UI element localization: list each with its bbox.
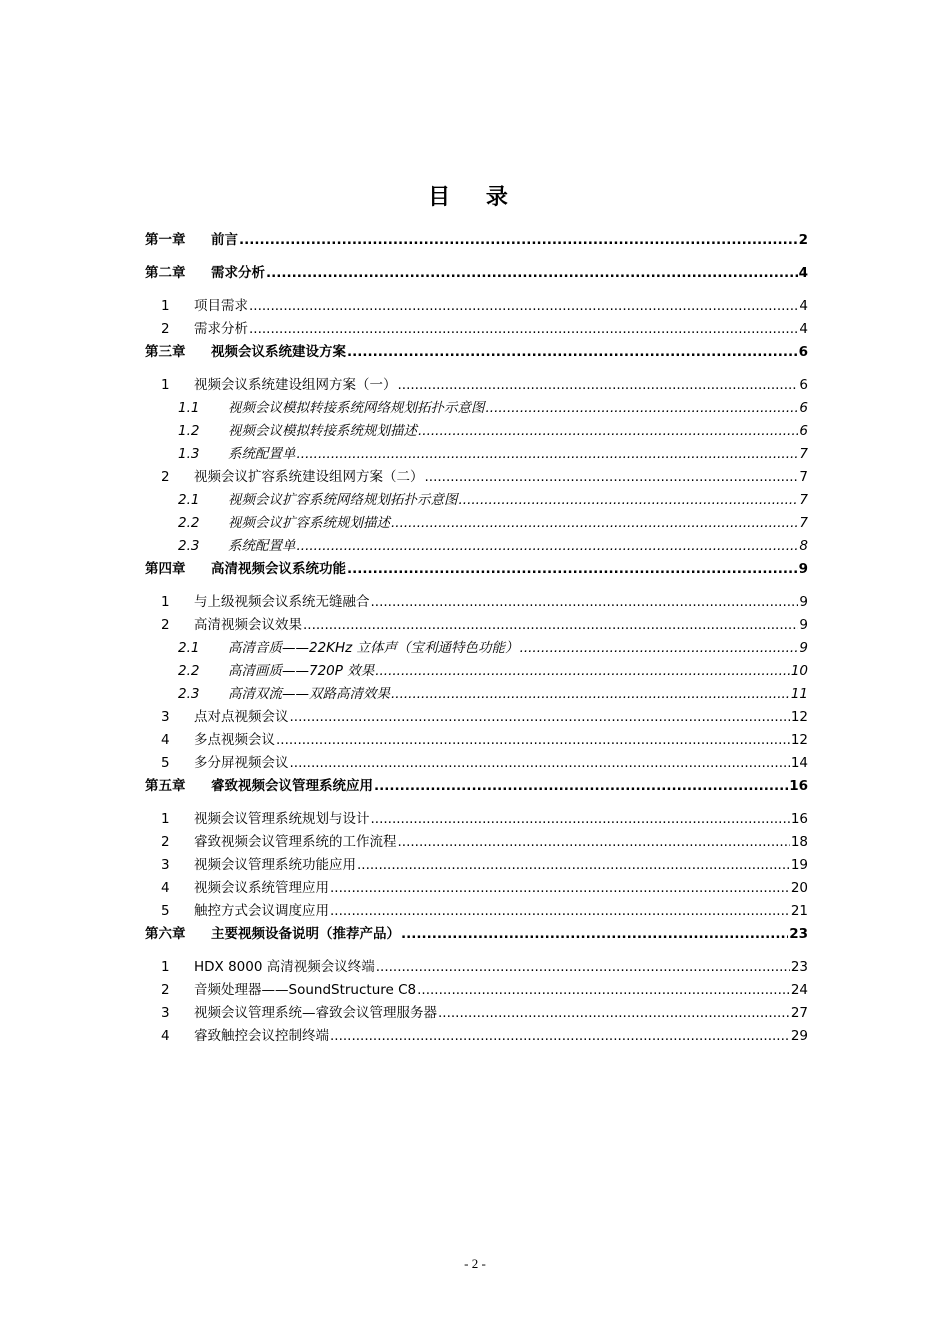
toc-entry-label: 需求分析 <box>194 321 248 337</box>
dot-leader <box>239 229 798 252</box>
toc-entry-line <box>194 979 808 1002</box>
dot-leader <box>276 729 790 752</box>
toc-entry-label: 视频会议扩容系统建设组网方案（二） <box>194 469 424 485</box>
toc-entry-page: 29 <box>790 1028 808 1044</box>
dot-leader <box>376 956 790 979</box>
toc-entry-page: 10 <box>790 663 808 679</box>
toc-entry-number: 1.3 <box>178 446 200 462</box>
toc-entry-sec[interactable] <box>145 877 808 900</box>
toc-entry-label: 视频会议模拟转接系统网络规划拓扑示意图 <box>228 400 485 416</box>
toc-entry-page: 11 <box>790 686 808 702</box>
toc-entry-page: 27 <box>790 1005 808 1021</box>
toc-entry-page: 12 <box>790 709 808 725</box>
toc-entry-line <box>194 1025 808 1048</box>
toc-entry-line <box>228 489 808 512</box>
toc-entry-page: 6 <box>799 423 808 439</box>
dot-leader <box>357 854 790 877</box>
dot-leader <box>330 1025 790 1048</box>
toc-entry-number: 2.2 <box>178 515 200 531</box>
toc-entry-label: 需求分析 <box>211 265 265 281</box>
toc-entry-page: 20 <box>790 880 808 896</box>
toc-entry-number: 第一章 <box>145 232 186 248</box>
toc-entry-sub[interactable] <box>145 420 808 443</box>
toc-entry-page: 7 <box>799 492 808 508</box>
toc-entry-page: 23 <box>789 926 808 942</box>
toc-entry-number: 1.1 <box>178 400 200 416</box>
toc-title: 目 录 <box>428 185 522 210</box>
toc-entry-line <box>194 614 808 637</box>
toc-entry-page: 16 <box>790 811 808 827</box>
toc-entry-label: 高清双流——双路高清效果 <box>228 686 390 702</box>
toc-entry-label: 点对点视频会议 <box>194 709 289 725</box>
toc-entry-sec[interactable] <box>145 374 808 397</box>
toc-entry-page: 8 <box>799 538 808 554</box>
toc-entry-page: 7 <box>799 446 808 462</box>
toc-entry-number: 4 <box>161 1028 170 1044</box>
toc-entry-sec[interactable] <box>145 318 808 341</box>
toc-entry-label: 视频会议系统管理应用 <box>194 880 329 896</box>
toc-entry-sec[interactable] <box>145 979 808 1002</box>
toc-entry-number: 2.1 <box>178 492 200 508</box>
toc-entry-page: 6 <box>798 344 808 360</box>
dot-leader <box>401 923 788 946</box>
toc-entry-line <box>194 752 808 775</box>
toc-entry-line <box>194 808 808 831</box>
toc-entry-sec[interactable] <box>145 854 808 877</box>
toc-entry-page: 18 <box>790 834 808 850</box>
toc-entry-page: 7 <box>799 469 808 485</box>
toc-entry-page: 14 <box>790 755 808 771</box>
toc-entry-page: 4 <box>799 298 808 314</box>
toc-entry-number: 1 <box>161 594 170 610</box>
toc-entry-line <box>194 854 808 877</box>
toc-entry-label: 触控方式会议调度应用 <box>194 903 329 919</box>
dot-leader <box>347 558 798 581</box>
dot-leader <box>425 466 799 489</box>
toc-entry-page: 6 <box>799 377 808 393</box>
dot-leader <box>391 683 790 706</box>
toc-entry-label: 与上级视频会议系统无缝融合 <box>194 594 370 610</box>
dot-leader <box>418 420 798 443</box>
toc-entry-number: 3 <box>161 709 170 725</box>
toc-entry-sec[interactable] <box>145 808 808 831</box>
toc-entry-line <box>194 318 808 341</box>
toc-entry-sec[interactable] <box>145 900 808 923</box>
toc-entry-page: 19 <box>790 857 808 873</box>
toc-entry-line <box>194 591 808 614</box>
toc-entry-line <box>194 729 808 752</box>
toc-entry-number: 3 <box>161 857 170 873</box>
toc-entry-number: 第四章 <box>145 561 186 577</box>
dot-leader <box>347 341 798 364</box>
toc-entry-line <box>194 877 808 900</box>
toc-entry-number: 2.3 <box>178 538 200 554</box>
dot-leader <box>297 443 799 466</box>
toc-entry-line <box>194 831 808 854</box>
toc-entry-sec[interactable] <box>145 591 808 614</box>
toc-entry-sec[interactable] <box>145 706 808 729</box>
toc-entry-line <box>211 775 808 798</box>
toc-entry-sec[interactable] <box>145 1002 808 1025</box>
toc-entry-line <box>211 262 808 285</box>
toc-entry-line <box>211 558 808 581</box>
dot-leader <box>486 397 799 420</box>
toc-entry-number: 4 <box>161 732 170 748</box>
toc-entry-line <box>194 956 808 979</box>
dot-leader <box>297 535 799 558</box>
dot-leader <box>375 660 790 683</box>
toc-entry-sub[interactable] <box>145 683 808 706</box>
dot-leader <box>438 1002 790 1025</box>
toc-entry-line <box>228 512 808 535</box>
toc-entry-label: 系统配置单 <box>228 538 296 554</box>
toc-entry-sec[interactable] <box>145 729 808 752</box>
toc-entry-number: 5 <box>161 755 170 771</box>
toc-entry-number: 2 <box>161 617 170 633</box>
toc-entry-label: 音频处理器——SoundStructure C8 <box>194 982 417 998</box>
toc-entry-line <box>211 341 808 364</box>
toc-entry-label: 视频会议系统建设组网方案（一） <box>194 377 397 393</box>
toc-entry-line <box>228 637 808 660</box>
toc-entry-page: 23 <box>790 959 808 975</box>
toc-entry-number: 第三章 <box>145 344 186 360</box>
toc-entry-chapter[interactable] <box>145 558 808 591</box>
toc-entry-number: 4 <box>161 880 170 896</box>
toc-entry-page: 9 <box>799 594 808 610</box>
dot-leader <box>417 979 790 1002</box>
toc-entry-label: HDX 8000 高清视频会议终端 <box>194 959 375 975</box>
toc-entry-page: 24 <box>790 982 808 998</box>
dot-leader <box>398 374 799 397</box>
toc-entry-number: 第六章 <box>145 926 186 942</box>
toc-entry-sub[interactable] <box>145 489 808 512</box>
dot-leader <box>330 877 790 900</box>
toc-entry-number: 2.2 <box>178 663 200 679</box>
toc-entry-number: 1 <box>161 298 170 314</box>
toc-entry-line <box>228 420 808 443</box>
toc-entry-page: 9 <box>799 617 808 633</box>
toc-entry-label: 高清音质——22KHz 立体声（宝利通特色功能） <box>228 640 519 656</box>
toc-entry-label: 多点视频会议 <box>194 732 275 748</box>
dot-leader <box>249 318 798 341</box>
toc-entry-number: 第二章 <box>145 265 186 281</box>
toc-entry-line <box>228 535 808 558</box>
toc-entry-line <box>228 683 808 706</box>
toc-entry-number: 2 <box>161 469 170 485</box>
toc-entry-sub[interactable] <box>145 512 808 535</box>
dot-leader <box>371 808 790 831</box>
toc-entry-label: 多分屏视频会议 <box>194 755 289 771</box>
toc-entry-line <box>211 229 808 252</box>
toc-entry-sub[interactable] <box>145 660 808 683</box>
toc-entry-label: 高清画质——720P 效果 <box>228 663 375 679</box>
toc-entry-number: 2 <box>161 321 170 337</box>
toc-entry-number: 1 <box>161 959 170 975</box>
toc-entry-line <box>194 295 808 318</box>
table-of-contents <box>145 229 808 1048</box>
toc-entry-line <box>194 1002 808 1025</box>
toc-entry-number: 2 <box>161 834 170 850</box>
toc-entry-sec[interactable] <box>145 614 808 637</box>
toc-entry-chapter[interactable] <box>145 229 808 262</box>
toc-entry-line <box>194 466 808 489</box>
toc-entry-page: 9 <box>799 640 808 656</box>
toc-entry-number: 5 <box>161 903 170 919</box>
toc-entry-number: 1 <box>161 377 170 393</box>
toc-entry-page: 4 <box>798 265 808 281</box>
dot-leader <box>398 831 790 854</box>
dot-leader <box>330 900 790 923</box>
toc-entry-chapter[interactable] <box>145 923 808 956</box>
toc-entry-label: 系统配置单 <box>228 446 296 462</box>
toc-entry-label: 睿致视频会议管理系统应用 <box>211 778 373 794</box>
dot-leader <box>290 706 790 729</box>
toc-entry-label: 视频会议系统建设方案 <box>211 344 346 360</box>
toc-entry-number: 第五章 <box>145 778 186 794</box>
toc-entry-label: 视频会议扩容系统规划描述 <box>228 515 390 531</box>
toc-entry-sub[interactable] <box>145 443 808 466</box>
toc-entry-number: 2.3 <box>178 686 200 702</box>
toc-entry-label: 睿致视频会议管理系统的工作流程 <box>194 834 397 850</box>
toc-entry-line <box>228 660 808 683</box>
toc-entry-sub[interactable] <box>145 535 808 558</box>
toc-entry-label: 项目需求 <box>194 298 248 314</box>
toc-entry-chapter[interactable] <box>145 341 808 374</box>
toc-entry-label: 睿致触控会议控制终端 <box>194 1028 329 1044</box>
toc-entry-label: 视频会议扩容系统网络规划拓扑示意图 <box>228 492 458 508</box>
dot-leader <box>371 591 799 614</box>
toc-entry-label: 前言 <box>211 232 238 248</box>
toc-entry-number: 3 <box>161 1005 170 1021</box>
toc-entry-label: 视频会议管理系统规划与设计 <box>194 811 370 827</box>
toc-entry-line <box>228 397 808 420</box>
dot-leader <box>520 637 799 660</box>
toc-entry-label: 高清视频会议系统功能 <box>211 561 346 577</box>
dot-leader <box>374 775 788 798</box>
toc-entry-chapter[interactable] <box>145 262 808 295</box>
toc-entry-chapter[interactable] <box>145 775 808 808</box>
toc-entry-sec[interactable] <box>145 831 808 854</box>
toc-entry-page: 4 <box>799 321 808 337</box>
toc-entry-sec[interactable] <box>145 466 808 489</box>
toc-entry-sub[interactable] <box>145 637 808 660</box>
toc-entry-line <box>211 923 808 946</box>
page-number-footer: - 2 - <box>464 1256 486 1271</box>
dot-leader <box>303 614 798 637</box>
toc-entry-sec[interactable] <box>145 752 808 775</box>
toc-entry-sub[interactable] <box>145 397 808 420</box>
dot-leader <box>290 752 790 775</box>
toc-entry-line <box>194 900 808 923</box>
toc-entry-page: 21 <box>790 903 808 919</box>
toc-entry-line <box>194 706 808 729</box>
dot-leader <box>459 489 799 512</box>
toc-entry-label: 高清视频会议效果 <box>194 617 302 633</box>
dot-leader <box>249 295 798 318</box>
toc-entry-number: 2.1 <box>178 640 200 656</box>
toc-entry-page: 16 <box>789 778 808 794</box>
toc-entry-label: 视频会议管理系统功能应用 <box>194 857 356 873</box>
toc-entry-number: 1.2 <box>178 423 200 439</box>
toc-entry-page: 12 <box>790 732 808 748</box>
dot-leader <box>391 512 798 535</box>
toc-entry-label: 主要视频设备说明（推荐产品） <box>211 926 400 942</box>
toc-entry-sec[interactable] <box>145 295 808 318</box>
toc-entry-number: 1 <box>161 811 170 827</box>
toc-entry-page: 9 <box>798 561 808 577</box>
dot-leader <box>266 262 798 285</box>
toc-entry-page: 2 <box>798 232 808 248</box>
toc-entry-label: 视频会议模拟转接系统规划描述 <box>228 423 417 439</box>
toc-entry-page: 6 <box>799 400 808 416</box>
toc-entry-sec[interactable] <box>145 956 808 979</box>
toc-entry-number: 2 <box>161 982 170 998</box>
toc-entry-label: 视频会议管理系统—睿致会议管理服务器 <box>194 1005 437 1021</box>
toc-entry-line <box>194 374 808 397</box>
toc-entry-sec[interactable] <box>145 1025 808 1048</box>
toc-entry-page: 7 <box>799 515 808 531</box>
toc-entry-line <box>228 443 808 466</box>
